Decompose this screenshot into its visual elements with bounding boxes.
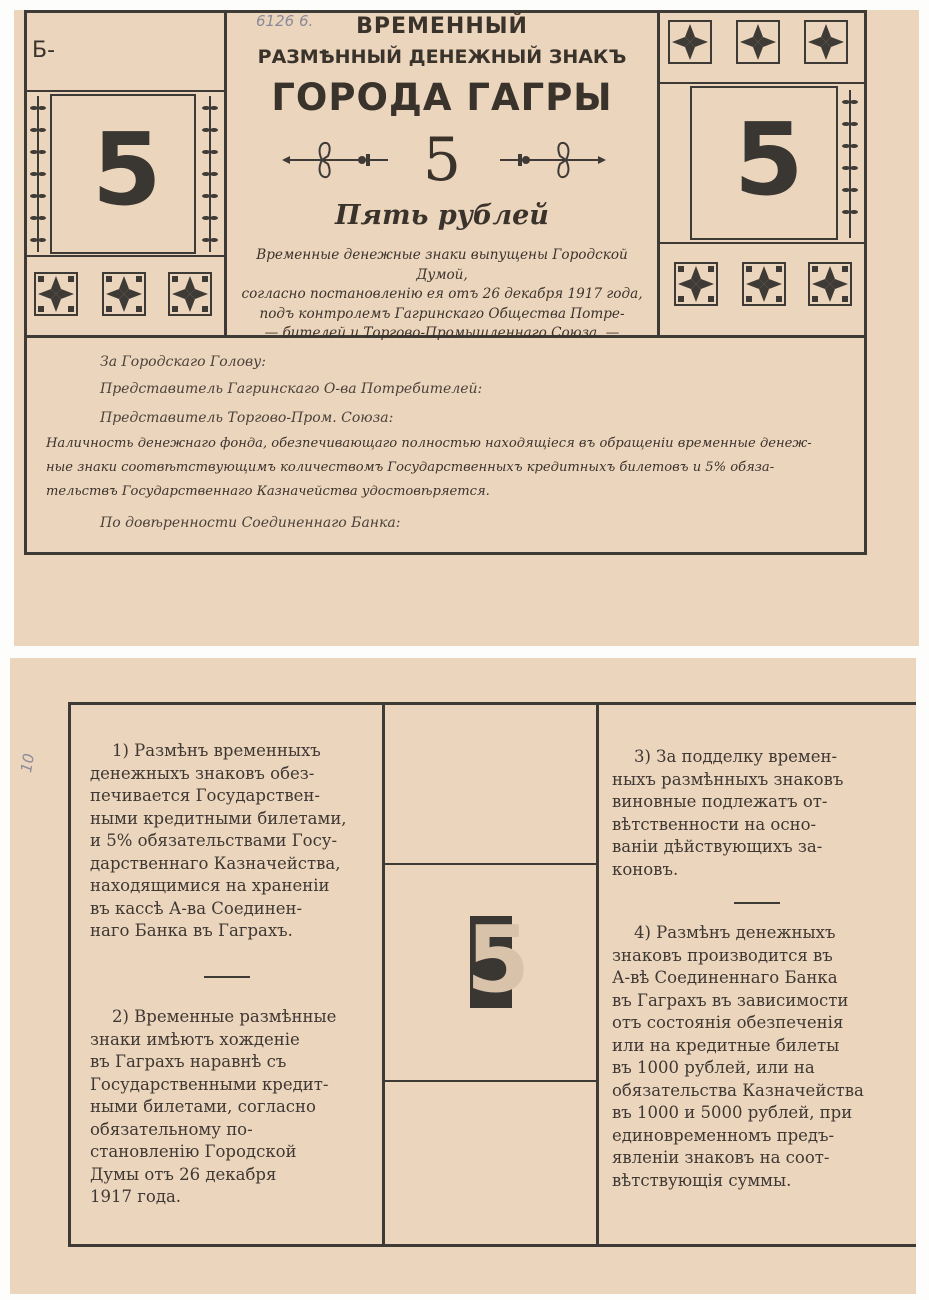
signature-trade-union: Представитель Торгово-Пром. Союза: xyxy=(100,410,394,426)
banknote-back xyxy=(10,658,916,1294)
right-denomination: 5 xyxy=(734,101,804,218)
banknote-front xyxy=(14,10,919,646)
clause-1: 1) Размѣнъ временныхъ денежныхъ знаковъ обез- печивается Государствен- ными кредитными билетами, и 5% обязательствами Госу- дарственнаго Казначейства, находящимися на храненіи въ кассѣ А-ва Соединен- наго Банка въ Гаграхъ. xyxy=(90,741,347,940)
clause-3: 3) За подделку времен- ныхъ размѣнныхъ знаковъ виновные подлежатъ от- вѣтственности на осно- ваніи дѣйствующихъ за- коновъ. xyxy=(612,747,844,879)
rosette-ornament-icon xyxy=(804,20,848,64)
wheat-ornament-icon xyxy=(840,90,860,238)
serial-prefix: Б- xyxy=(32,38,56,63)
ribbon-ornament-icon xyxy=(496,132,606,188)
wheat-ornament-icon xyxy=(200,96,220,252)
signature-mayor: За Городскаго Голову: xyxy=(100,354,267,370)
issue-text: Временные денежные знаки выпущены Городской Думой, согласно постановленію ея отъ 26 декабря 1917 года, подъ контролемъ Гагринскаго Общества Потре- — бителей и Торгово-Промышленнаго Союза. — xyxy=(241,247,643,341)
pencil-catalog-note: 6126 6. xyxy=(256,12,314,30)
rosette-ornament-icon xyxy=(742,262,786,306)
denomination-words: Пять рублей xyxy=(335,200,549,231)
clause-2: 2) Временные размѣнные знаки имѣютъ хожденіе въ Гаграхъ наравнѣ съ Государственными кредит- ными билетами, согласно обязательному по- становленію Городской Думы отъ 26 декабря 1917 года. xyxy=(90,1007,337,1206)
title-line-2: РАЗМѢННЫЙ ДЕНЕЖНЫЙ ЗНАКЪ xyxy=(257,46,627,68)
center-denomination: 5 xyxy=(422,125,462,195)
rosette-ornament-icon xyxy=(34,272,78,316)
rosette-ornament-icon xyxy=(668,20,712,64)
title-line-1: ВРЕМЕННЫЙ xyxy=(356,14,528,39)
signature-consumer-society: Представитель Гагринскаго О-ва Потребителей: xyxy=(100,381,483,397)
signature-bank: По довѣренности Соединеннаго Банка: xyxy=(100,515,401,531)
rosette-ornament-icon xyxy=(102,272,146,316)
rosette-ornament-icon xyxy=(674,262,718,306)
left-denomination: 5 xyxy=(92,111,162,228)
title-city: ГОРОДА ГАГРЫ xyxy=(271,76,613,119)
ribbon-ornament-icon xyxy=(282,132,392,188)
guarantee-text: Наличность денежнаго фонда, обезпечивающаго полностью находящіеся въ обращеніи временные денеж- ные знаки соотвѣтствующимъ количествомъ Государственныхъ кредитныхъ билетовъ и 5% обяза- тельствъ Государственнаго Казначейства удостовѣряется. xyxy=(46,436,812,499)
wheat-ornament-icon xyxy=(28,96,48,252)
back-denomination: 5 xyxy=(466,906,531,1013)
clause-4: 4) Размѣнъ денежныхъ знаковъ производится въ А-вѣ Соединеннаго Банка въ Гаграхъ въ зависимости отъ состоянія обезпеченія или на кредитные билеты въ 1000 рублей, или на обязательства Казначейства въ 1000 и 5000 рублей, при единовременномъ предъ- явленіи знаковъ на соот- вѣтствующія суммы. xyxy=(612,923,864,1190)
pencil-note-back: 10 xyxy=(17,752,39,774)
rosette-ornament-icon xyxy=(736,20,780,64)
rosette-ornament-icon xyxy=(808,262,852,306)
rosette-ornament-icon xyxy=(168,272,212,316)
